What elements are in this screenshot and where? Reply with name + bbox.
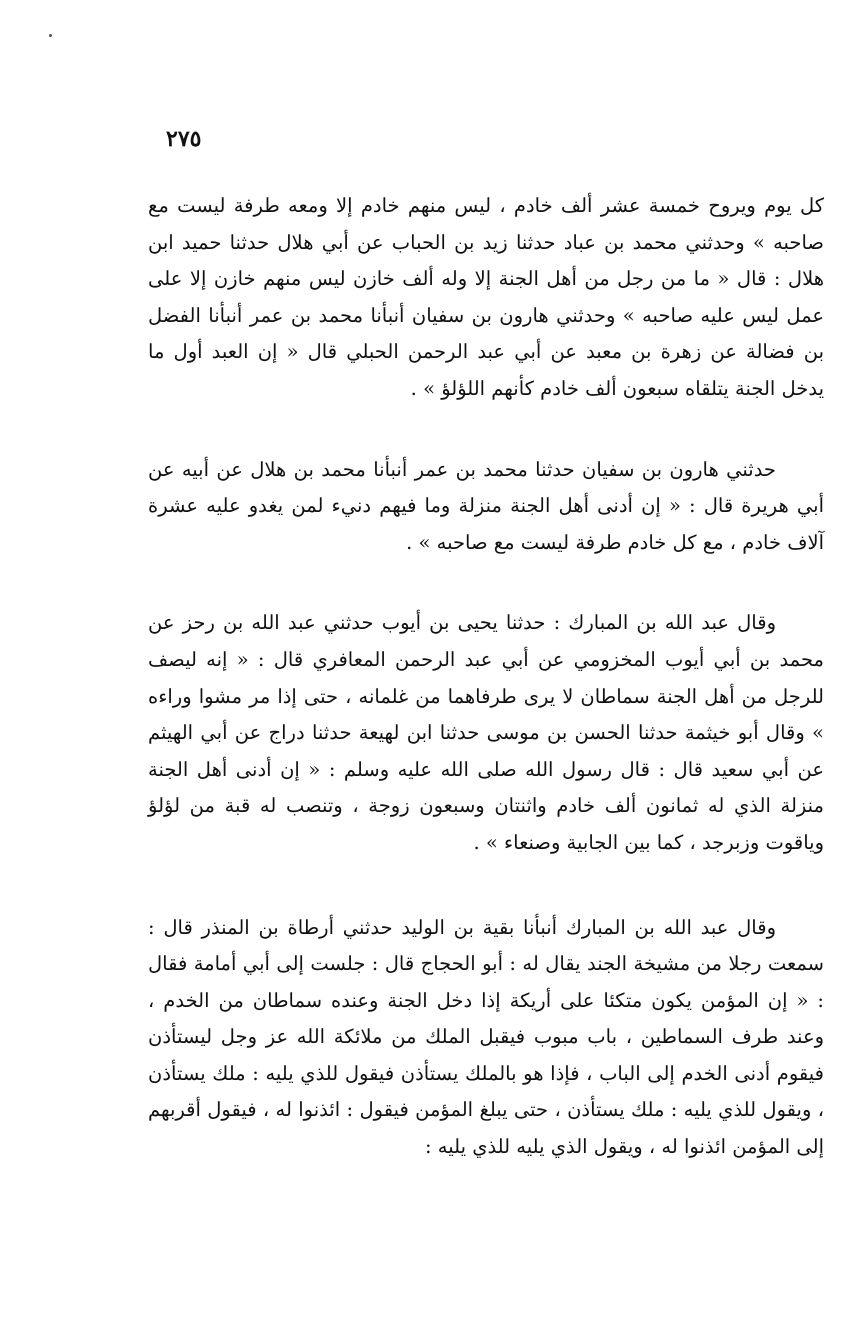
body-text bbox=[148, 188, 824, 1166]
paragraph-3: وقال عبد الله بن المبارك : حدثنا يحيى بن أيوب حدثني عبد الله بن رحز عن محمد بن أبي أيوب المخزومي عن أبي عبد الرحمن المعافري قال : « إنه ليصف للرجل من أهل الجنة سماطان لا يرى طرفاهما من غلمانه ، حتى إذا مر مشوا وراءه » وقال أبو خيثمة حدثنا الحسن بن موسى حدثنا ابن لهيعة حدثنا دراج عن أبي الهيثم عن أبي سعيد قال : قال رسول الله صلى الله عليه وسلم : « إن أدنى أهل الجنة منزلة الذي له ثمانون ألف خادم واثنتان وسبعون زوجة ، وتنصب له قبة من لؤلؤ وياقوت وزبرجد ، كما بين الجابية وصنعاء » . bbox=[148, 611, 824, 854]
paragraph-1: كل يوم ويروح خمسة عشر ألف خادم ، ليس منهم خادم إلا ومعه طرفة ليست مع صاحبه » وحدثني محمد بن عباد حدثنا زيد بن الحباب عن أبي هلال حدثنا حميد ابن هلال : قال « ما من رجل من أهل الجنة إلا وله ألف خازن ليس منهم خازن إلا على عمل ليس عليه صاحبه » وحدثني هارون بن سفيان أنبأنا محمد بن عمر أنبأنا الفضل بن فضالة عن زهرة بن معبد عن أبي عبد الرحمن الحبلي قال « إن العبد أول ما يدخل الجنة يتلقاه سبعون ألف خادم كأنهم اللؤلؤ » . bbox=[148, 194, 824, 400]
paragraph-4: وقال عبد الله بن المبارك أنبأنا بقية بن الوليد حدثني أرطاة بن المنذر قال : سمعت رجلا من مشيخة الجند يقال له : أبو الحجاج قال : جلست إلى أبي أمامة فقال : « إن المؤمن يكون متكئا على أريكة إذا دخل الجنة وعنده سماطان من الخدم ، وعند طرف السماطين ، باب مبوب فيقبل الملك من ملائكة الله عز وجل ليستأذن فيقوم أدنى الخدم إلى الباب ، فإذا هو بالملك يستأذن فيقول للذي يليه : ملك يستأذن ، ويقول للذي يليه : ملك يستأذن ، حتى يبلغ المؤمن فيقول : ائذنوا له ، فيقول أقربهم إلى المؤمن ائذنوا له ، ويقول الذي يليه للذي يليه : bbox=[148, 915, 824, 1159]
scan-speck bbox=[49, 34, 52, 37]
page-number: ٢٧٥ bbox=[166, 126, 202, 152]
paragraph-2: حدثني هارون بن سفيان حدثنا محمد بن عمر أنبأنا محمد بن هلال عن أبيه عن أبي هريرة قال : « إن أدنى أهل الجنة منزلة وما فيهم دنيء لمن يغدو عليه عشرة آلاف خادم ، مع كل خادم طرفة ليست مع صاحبه » . bbox=[148, 457, 824, 554]
